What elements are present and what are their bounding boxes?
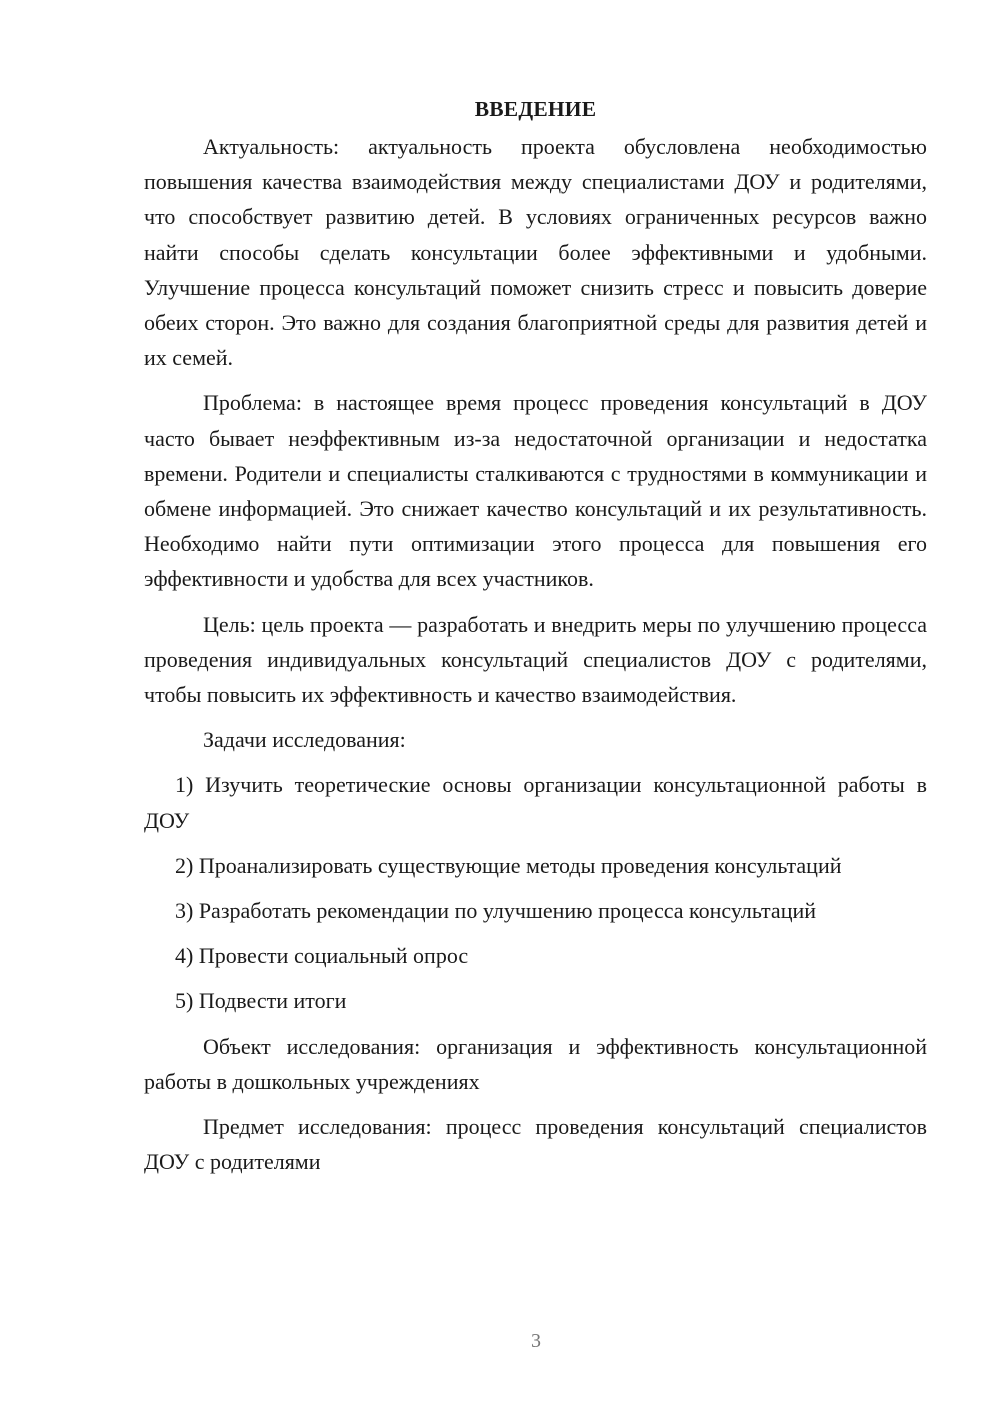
page-number: 3 — [531, 1330, 541, 1352]
document-page — [144, 92, 927, 1189]
task-item: 4) Провести социальный опрос — [175, 943, 469, 969]
task-item: 1) Изучить теоретические основы организации консультационной работы в ДОУ — [144, 772, 927, 833]
task-item: 3) Разработать рекомендации по улучшению процесса консультаций — [175, 898, 817, 924]
subject-paragraph: Предмет исследования: процесс проведения консультаций специалистов ДОУ с родителями — [144, 1114, 927, 1175]
section-heading: ВВЕДЕНИЕ — [474, 97, 597, 121]
task-item: 5) Подвести итоги — [175, 988, 347, 1014]
relevance-paragraph: Актуальность: актуальность проекта обусловлена необходимостью повышения качества взаимодействия между специалистами ДОУ и родителями, что способствует развитию детей. В условиях ограниченных ресурсов важно найти способы сделать консультации более эффективными и удобными. Улучшение процесса консультаций поможет снизить стресс и повысить доверие обеих сторон. Это важно для создания благоприятной среды для развития детей и их семей. — [144, 134, 927, 371]
problem-paragraph: Проблема: в настоящее время процесс проведения консультаций в ДОУ часто бывает неэффективным из-за недостаточной организации и недостатка времени. Родители и специалисты сталкиваются с трудностями в коммуникации и обмене информацией. Это снижает качество консультаций и их результативность. Необходимо найти пути оптимизации этого процесса для повышения его эффективности и удобства для всех участников. — [144, 390, 927, 592]
goal-paragraph: Цель: цель проекта — разработать и внедрить меры по улучшению процесса проведения индивидуальных консультаций специалистов ДОУ с родителями, чтобы повысить их эффективность и качество взаимодействия. — [144, 611, 927, 708]
tasks-list — [144, 767, 927, 1018]
task-item: 2) Проанализировать существующие методы проведения консультаций — [175, 852, 842, 878]
tasks-intro: Задачи исследования: — [203, 727, 406, 753]
object-paragraph: Объект исследования: организация и эффективность консультационной работы в дошкольных учреждениях — [144, 1033, 927, 1094]
